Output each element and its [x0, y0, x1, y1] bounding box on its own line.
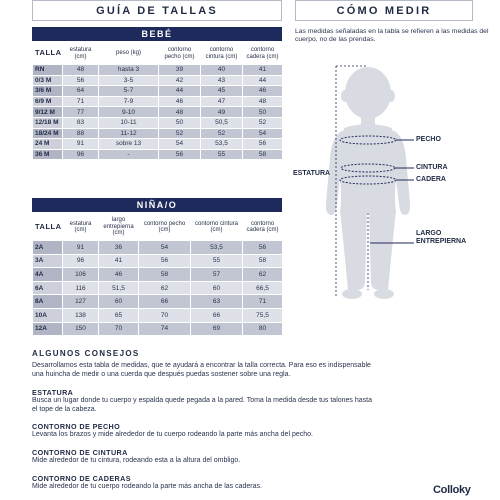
nino-col-cintura: contorno cintura (cm) — [191, 214, 243, 241]
nino-col-pecho: contorno pecho (cm) — [139, 214, 191, 241]
table-cell: 88 — [63, 128, 99, 139]
size-cell: 3/6 M — [33, 86, 63, 97]
table-cell: 53,5 — [201, 139, 243, 150]
child-silhouette-figure — [290, 58, 500, 340]
table-cell: 77 — [63, 107, 99, 118]
table-cell: 46 — [99, 268, 139, 282]
table-cell: 41 — [243, 65, 283, 76]
tip-text-estatura-1: Busca un lugar donde tu cuerpo y espalda quede pegada a la pared. Toma la medida desde tus talones hasta — [32, 397, 373, 404]
table-cell: 3-5 — [99, 75, 159, 86]
table-row — [33, 241, 283, 255]
table-row — [33, 308, 283, 322]
table-cell: 80 — [243, 322, 283, 336]
nino-col-cadera: contorno cadera (cm) — [243, 214, 283, 241]
table-cell: 50 — [159, 117, 201, 128]
tip-text-cintura: Mide alrededor de tu cintura, rodeando esta a la altura del ombligo. — [32, 457, 241, 464]
brand-logo: Colloky — [433, 484, 471, 496]
bebe-section-header — [32, 27, 282, 41]
label-cadera: CADERA — [416, 176, 446, 183]
table-cell: 39 — [159, 65, 201, 76]
table-cell: 48 — [63, 65, 99, 76]
measure-note: Las medidas señaladas en la tabla se refieren a las medidas del cuerpo, no de las prendas. — [295, 28, 489, 43]
table-cell: 54 — [139, 241, 191, 255]
table-row — [33, 75, 283, 86]
tips-intro-line-2: una huincha de medir o una cuerda que después puedas sostener sobre una regla. — [32, 371, 291, 378]
table-cell: 60 — [99, 295, 139, 309]
size-guide-title — [32, 0, 282, 21]
size-cell: 12/18 M — [33, 117, 63, 128]
tip-text-estatura-2: el tope de la cabeza. — [32, 406, 97, 413]
how-to-measure-title — [295, 0, 473, 21]
tips-title: ALGUNOS CONSEJOS — [32, 349, 140, 358]
label-estatura: ESTATURA — [293, 170, 331, 177]
table-row — [33, 295, 283, 309]
how-to-measure-title-text: CÓMO MEDIR — [336, 4, 432, 17]
tip-title-pecho: CONTORNO DE PECHO — [32, 422, 121, 431]
table-cell: 116 — [63, 281, 99, 295]
table-cell: 138 — [63, 308, 99, 322]
size-cell: 4A — [33, 268, 63, 282]
table-cell: 50,5 — [201, 117, 243, 128]
size-cell: 18/24 M — [33, 128, 63, 139]
label-pecho: PECHO — [416, 136, 441, 143]
table-cell: 44 — [159, 86, 201, 97]
bebe-col-pecho: contorno pecho (cm) — [159, 43, 201, 65]
table-cell: 96 — [63, 149, 99, 160]
table-cell: 63 — [191, 295, 243, 309]
nino-col-entrepierna: largo entrepierna (cm) — [99, 214, 139, 241]
table-cell: 52 — [159, 128, 201, 139]
table-cell: 10-11 — [99, 117, 159, 128]
tip-title-cintura: CONTORNO DE CINTURA — [32, 448, 128, 457]
table-row — [33, 65, 283, 76]
table-cell: sobre 13 — [99, 139, 159, 150]
size-cell: RN — [33, 65, 63, 76]
table-cell: 66,5 — [243, 281, 283, 295]
table-cell: 91 — [63, 139, 99, 150]
table-row — [33, 128, 283, 139]
tips-intro-line-1: Desarrollamos esta tabla de medidas, que te ayudará a encontrar la talla correcta. Para eso es indispensable — [32, 362, 371, 369]
size-cell: 3A — [33, 254, 63, 268]
table-cell: - — [99, 149, 159, 160]
table-row — [33, 322, 283, 336]
table-cell: 52 — [201, 128, 243, 139]
table-cell: 7-9 — [99, 96, 159, 107]
table-cell: 51,5 — [99, 281, 139, 295]
table-cell: 48 — [159, 107, 201, 118]
table-cell: 69 — [191, 322, 243, 336]
table-cell: 54 — [243, 128, 283, 139]
table-cell: 127 — [63, 295, 99, 309]
table-cell: 9-10 — [99, 107, 159, 118]
label-largo: LARGO — [416, 230, 442, 237]
table-cell: 66 — [191, 308, 243, 322]
size-cell: 0/3 M — [33, 75, 63, 86]
table-cell: 58 — [243, 149, 283, 160]
table-cell: 52 — [243, 117, 283, 128]
table-cell: 71 — [243, 295, 283, 309]
table-cell: 58 — [139, 268, 191, 282]
table-cell: 66 — [139, 295, 191, 309]
table-cell: 44 — [243, 75, 283, 86]
table-cell: 56 — [139, 254, 191, 268]
size-cell: 6/9 M — [33, 96, 63, 107]
table-cell: 74 — [139, 322, 191, 336]
table-row — [33, 268, 283, 282]
table-row — [33, 139, 283, 150]
table-cell: 46 — [243, 86, 283, 97]
table-cell: 47 — [201, 96, 243, 107]
table-cell: 83 — [63, 117, 99, 128]
table-row — [33, 117, 283, 128]
nino-col-estatura: estatura (cm) — [63, 214, 99, 241]
table-cell: 65 — [99, 308, 139, 322]
size-cell: 2A — [33, 241, 63, 255]
table-cell: 56 — [63, 75, 99, 86]
table-cell: 57 — [191, 268, 243, 282]
table-cell: 56 — [243, 139, 283, 150]
bebe-col-talla: TALLA — [33, 43, 63, 65]
nino-col-talla: TALLA — [33, 214, 63, 241]
size-cell: 6A — [33, 281, 63, 295]
table-cell: 49 — [201, 107, 243, 118]
tip-title-caderas: CONTORNO DE CADERAS — [32, 474, 131, 483]
label-entrepierna: ENTREPIERNA — [416, 238, 467, 245]
table-cell: 96 — [63, 254, 99, 268]
table-row — [33, 149, 283, 160]
table-cell: 75,5 — [243, 308, 283, 322]
table-cell: 42 — [159, 75, 201, 86]
bebe-size-table — [32, 42, 283, 160]
table-row — [33, 254, 283, 268]
nino-size-table — [32, 213, 283, 336]
tip-title-estatura: ESTATURA — [32, 388, 74, 397]
table-cell: 64 — [63, 86, 99, 97]
size-cell: 9/12 M — [33, 107, 63, 118]
table-cell: 5-7 — [99, 86, 159, 97]
table-cell: 56 — [243, 241, 283, 255]
table-cell: 58 — [243, 254, 283, 268]
label-cintura: CINTURA — [416, 164, 448, 171]
table-cell: 43 — [201, 75, 243, 86]
table-cell: 70 — [139, 308, 191, 322]
table-cell: 55 — [191, 254, 243, 268]
size-cell: 10A — [33, 308, 63, 322]
table-cell: 53,5 — [191, 241, 243, 255]
table-cell: 62 — [243, 268, 283, 282]
table-cell: 56 — [159, 149, 201, 160]
table-cell: 54 — [159, 139, 201, 150]
table-cell: 60 — [191, 281, 243, 295]
table-cell: 62 — [139, 281, 191, 295]
table-cell: 11-12 — [99, 128, 159, 139]
table-cell: 41 — [99, 254, 139, 268]
table-cell: 40 — [201, 65, 243, 76]
table-cell: 50 — [243, 107, 283, 118]
table-cell: 36 — [99, 241, 139, 255]
table-cell: 70 — [99, 322, 139, 336]
table-cell: 46 — [159, 96, 201, 107]
table-cell: 91 — [63, 241, 99, 255]
table-cell: 106 — [63, 268, 99, 282]
table-cell: 71 — [63, 96, 99, 107]
bebe-col-cintura: contorno cintura (cm) — [201, 43, 243, 65]
tip-text-caderas: Mide alrededor de tu cuerpo rodeando la parte más ancha de las caderas. — [32, 483, 262, 490]
size-cell: 12A — [33, 322, 63, 336]
table-cell: 48 — [243, 96, 283, 107]
table-cell: 45 — [201, 86, 243, 97]
size-cell: 36 M — [33, 149, 63, 160]
table-cell: 150 — [63, 322, 99, 336]
bebe-col-estatura: estatura (cm) — [63, 43, 99, 65]
size-cell: 8A — [33, 295, 63, 309]
table-row — [33, 107, 283, 118]
table-row — [33, 96, 283, 107]
size-cell: 24 M — [33, 139, 63, 150]
bebe-col-peso: peso (kg) — [99, 43, 159, 65]
bebe-section-title: BEBÉ — [141, 29, 173, 39]
bebe-col-cadera: contorno cadera (cm) — [243, 43, 283, 65]
nino-section-title: NIÑA/O — [136, 200, 178, 210]
table-row — [33, 86, 283, 97]
tip-text-pecho: Levanta los brazos y mide alrededor de tu cuerpo rodeando la parte más ancha del pecho. — [32, 431, 313, 438]
size-guide-title-text: GUÍA DE TALLAS — [96, 4, 218, 17]
table-row — [33, 281, 283, 295]
table-cell: 55 — [201, 149, 243, 160]
table-cell: hasta 3 — [99, 65, 159, 76]
child-silhouette — [326, 67, 410, 299]
nino-section-header — [32, 198, 282, 212]
